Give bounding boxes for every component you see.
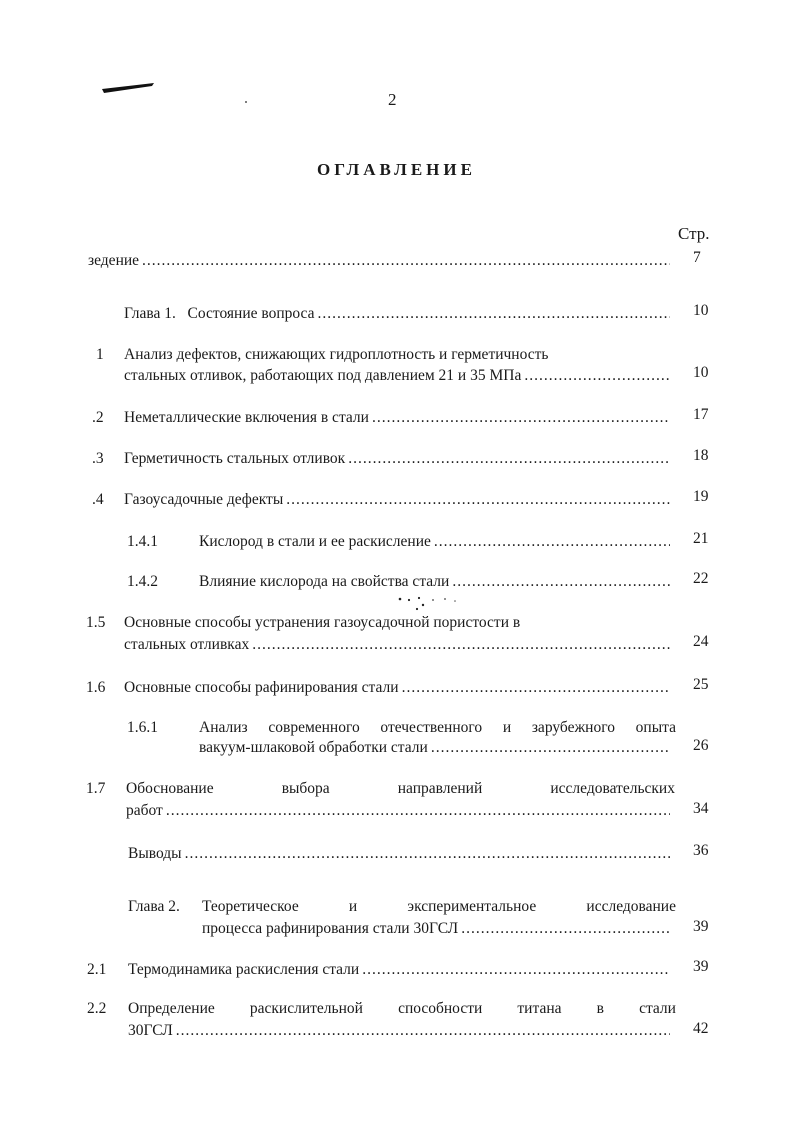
toc-entry-1-5[interactable]: [124, 636, 670, 656]
toc-label: Глава 1. Состояние вопроса: [124, 305, 315, 322]
toc-label: Выводы: [128, 845, 182, 862]
toc-page: 17: [693, 406, 709, 423]
toc-label: Влияние кислорода на свойства стали: [199, 573, 450, 590]
toc-word: стали: [639, 1000, 676, 1017]
toc-word: отечественного: [380, 719, 483, 736]
toc-label-line1: [202, 898, 676, 916]
toc-page: 21: [693, 530, 709, 547]
toc-word: и: [502, 719, 512, 736]
toc-label: Герметичность стальных отливок: [124, 450, 346, 467]
toc-number: 1: [96, 346, 104, 363]
toc-number: 1.7: [86, 780, 106, 797]
leader-dots: [431, 739, 670, 757]
toc-entry-1-3[interactable]: [124, 450, 670, 470]
leader-dots: [372, 409, 670, 427]
toc-label: процесса рафинирования стали 30ГСЛ: [202, 920, 459, 937]
toc-entry-1-4-1[interactable]: [199, 533, 670, 553]
toc-word: в: [596, 1000, 604, 1017]
page-number: 2: [388, 90, 397, 109]
toc-entry-1-4[interactable]: [124, 491, 670, 511]
toc-label-line1: [126, 780, 675, 798]
leader-dots: [434, 533, 670, 551]
toc-label: вакуум-шлаковой обработки стали: [199, 739, 428, 756]
toc-number: 1.4.1: [127, 533, 158, 550]
toc-label: 30ГСЛ: [128, 1022, 173, 1039]
leader-dots: [166, 802, 670, 820]
toc-number: 1.6.1: [127, 719, 158, 736]
leader-dots: [185, 845, 670, 863]
leader-dots: [452, 573, 670, 591]
toc-entry-1-4-2[interactable]: [199, 573, 670, 593]
toc-label: Газоусадочные дефекты: [124, 491, 284, 508]
toc-label-line1: [199, 719, 676, 737]
toc-label: Термодинамика раскисления стали: [128, 961, 360, 978]
toc-entry-1-7[interactable]: [126, 802, 670, 822]
toc-word: опыта: [635, 719, 676, 736]
toc-number: Глава 2.: [128, 898, 180, 915]
toc-word: современного: [268, 719, 360, 736]
toc-entry-2-2[interactable]: [128, 1022, 670, 1042]
toc-word: экспериментальное: [407, 898, 537, 915]
toc-entry-conclusions[interactable]: [128, 845, 670, 865]
toc-word: выбора: [281, 780, 330, 797]
toc-label: Основные способы рафинирования стали: [124, 679, 399, 696]
toc-entry-introduction[interactable]: [88, 252, 670, 272]
toc-page: 7: [693, 249, 701, 266]
toc-word: Теоретическое: [202, 898, 299, 915]
toc-page: 34: [693, 800, 709, 817]
page-column-header: Стр.: [678, 224, 710, 243]
toc-page: 24: [693, 633, 709, 650]
toc-page: 18: [693, 447, 709, 464]
toc-label: стальных отливках: [124, 636, 250, 653]
leader-dots: [317, 305, 670, 323]
toc-page: 26: [693, 737, 709, 754]
toc-label-line1: Анализ дефектов, снижающих гидроплотность и герметичность: [124, 346, 549, 363]
leader-dots: [252, 636, 670, 654]
scan-noise: [397, 596, 467, 612]
leader-dots: [402, 679, 670, 697]
toc-entry-1-1[interactable]: [124, 367, 670, 387]
toc-entry-chapter-1[interactable]: [124, 305, 670, 325]
toc-word: направлений: [397, 780, 483, 797]
toc-page: 36: [693, 842, 709, 859]
leader-dots: [524, 367, 670, 385]
toc-number: 1.5: [86, 614, 106, 631]
toc-word: Определение: [128, 1000, 215, 1017]
toc-label: зедение: [88, 252, 140, 269]
toc-page: 19: [693, 488, 709, 505]
toc-word: и: [348, 898, 358, 915]
leader-dots: [348, 450, 670, 468]
toc-page: 10: [693, 364, 709, 381]
leader-dots: [176, 1022, 670, 1040]
toc-number: 2.1: [87, 961, 107, 978]
toc-label-line1: Основные способы устранения газоусадочной пористости в: [124, 614, 521, 631]
toc-word: способности: [398, 1000, 483, 1017]
leader-dots: [142, 252, 670, 270]
scan-speck: [245, 101, 247, 103]
toc-word: исследовательских: [550, 780, 675, 797]
toc-number: .2: [92, 409, 104, 426]
toc-number: 1.6: [86, 679, 106, 696]
toc-entry-2-1[interactable]: [128, 961, 670, 981]
toc-label: работ: [126, 802, 163, 819]
toc-entry-1-6-1[interactable]: [199, 739, 670, 759]
toc-page: 25: [693, 676, 709, 693]
toc-page: 39: [693, 958, 709, 975]
toc-word: титана: [517, 1000, 562, 1017]
toc-page: 22: [693, 570, 709, 587]
toc-page: 42: [693, 1020, 709, 1037]
leader-dots: [461, 920, 670, 938]
toc-word: раскислительной: [249, 1000, 363, 1017]
toc-word: Обоснование: [126, 780, 214, 797]
toc-number: .4: [92, 491, 104, 508]
toc-number: .3: [92, 450, 104, 467]
toc-label: Неметаллические включения в стали: [124, 409, 369, 426]
toc-page: 39: [693, 918, 709, 935]
toc-entry-1-2[interactable]: [124, 409, 670, 429]
toc-number: 2.2: [87, 1000, 107, 1017]
toc-word: зарубежного: [531, 719, 615, 736]
toc-label: стальных отливок, работающих под давлением 21 и 35 МПа: [124, 367, 522, 384]
toc-entry-chapter-2[interactable]: [202, 920, 670, 940]
leader-dots: [286, 491, 670, 509]
toc-label-line1: [128, 1000, 676, 1018]
toc-word: исследование: [586, 898, 676, 915]
leader-dots: [362, 961, 670, 979]
document-title: ОГЛАВЛЕНИЕ: [317, 160, 476, 179]
toc-label: Кислород в стали и ее раскисление: [199, 533, 431, 550]
toc-page: 10: [693, 302, 709, 319]
scan-mark: [102, 80, 154, 90]
toc-entry-1-6[interactable]: [124, 679, 670, 699]
toc-word: Анализ: [199, 719, 248, 736]
toc-number: 1.4.2: [127, 573, 158, 590]
